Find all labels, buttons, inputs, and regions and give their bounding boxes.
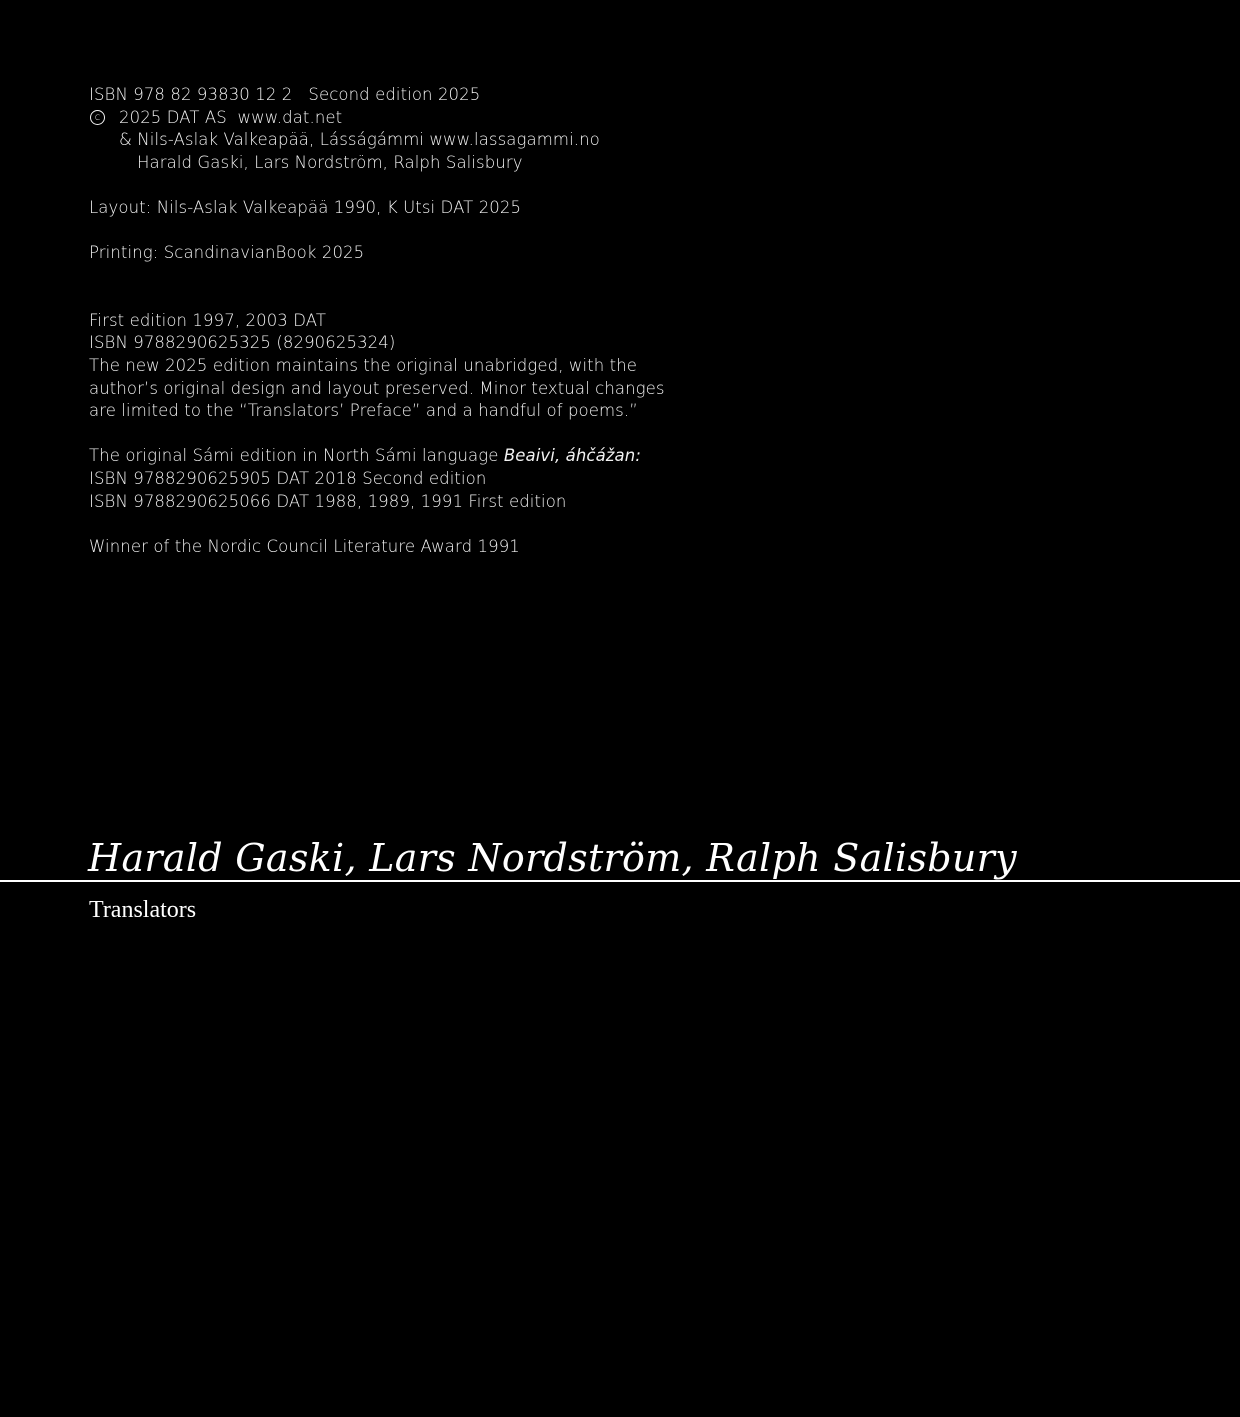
copyright-line-2: & Nils-Aslak Valkeapää, Lásságámmi www.lassagammi.no (119, 130, 600, 150)
copyright-line-3: Harald Gaski, Lars Nordström, Ralph Salisbury (137, 152, 523, 172)
original-isbn-1: ISBN 9788290625905 DAT 2018 Second edition (89, 468, 487, 488)
printing-line: Printing: ScandinavianBook 2025 (89, 243, 365, 263)
first-edition-line: First edition 1997, 2003 DAT (89, 310, 327, 330)
original-edition-title: Beaivi, áhčážan: (503, 446, 641, 466)
edition-note-line-2: author’s original design and layout preserved. Minor textual changes (89, 378, 665, 398)
translators-label: Translators (89, 897, 197, 923)
isbn-line: ISBN 978 82 93830 12 2 Second edition 2025 (89, 85, 481, 104)
edition-note-line-3: are limited to the “Translators’ Preface” and a handful of poems.” (89, 401, 638, 421)
translators-names: Harald Gaski, Lars Nordström, Ralph Salisbury (88, 836, 1017, 880)
original-edition-line (89, 445, 789, 468)
layout-line: Layout: Nils-Aslak Valkeapää 1990, K Utsi DAT 2025 (89, 197, 522, 217)
imprint-block (89, 84, 789, 558)
copyright-line (89, 107, 789, 130)
first-edition-isbn: ISBN 9788290625325 (8290625324) (89, 333, 396, 353)
original-edition-prefix: The original Sámi edition in North Sámi language (89, 446, 504, 466)
divider-rule (0, 880, 1240, 882)
edition-note-line-1: The new 2025 edition maintains the original unabridged, with the (89, 355, 638, 375)
copyright-icon: c (90, 110, 105, 125)
award-line: Winner of the Nordic Council Literature Award 1991 (89, 536, 520, 556)
copyright-year-line: 2025 DAT AS www.dat.net (119, 107, 343, 127)
original-isbn-2: ISBN 9788290625066 DAT 1988, 1989, 1991 First edition (89, 491, 567, 511)
